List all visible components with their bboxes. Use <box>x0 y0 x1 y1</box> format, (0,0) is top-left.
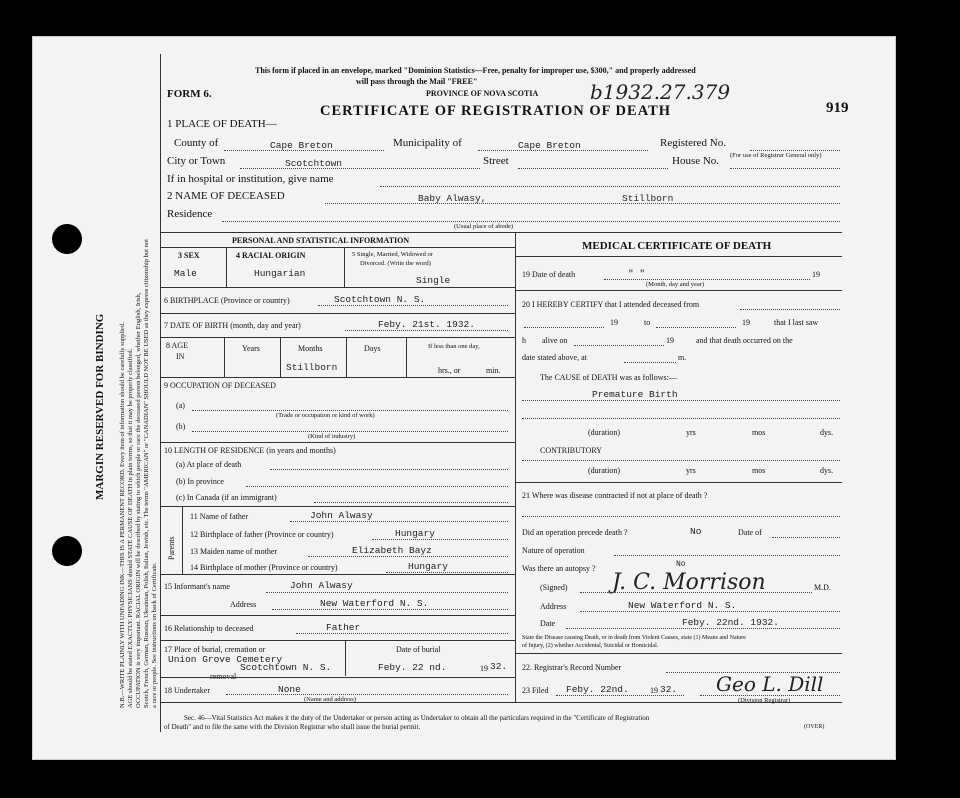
age-months-value: Stillborn <box>286 362 338 373</box>
cause-label: The CAUSE of DEATH was as follows:— <box>540 373 677 382</box>
burial-date: Feby. 22 nd. <box>378 662 447 673</box>
rule <box>346 337 347 377</box>
informant-name: John Alwasy <box>290 580 353 591</box>
rule <box>160 377 515 378</box>
deceased-status: Stillborn <box>622 193 674 204</box>
rule <box>160 247 515 248</box>
field-line <box>522 460 840 461</box>
duration-label: (duration) <box>588 428 620 437</box>
rule <box>345 640 346 676</box>
occupation-b: (b) <box>176 422 186 431</box>
province-label: PROVINCE OF NOVA SCOTIA <box>426 89 539 98</box>
rule <box>226 247 227 287</box>
contributory-label: CONTRIBUTORY <box>540 446 603 455</box>
operation-value: No <box>690 526 702 537</box>
age-days-label: Days <box>364 344 381 353</box>
page-title: CERTIFICATE OF REGISTRATION OF DEATH <box>320 103 672 119</box>
rule <box>515 653 842 654</box>
residence-label: Residence <box>167 208 213 220</box>
dob-value: Feby. 21st. 1932. <box>378 319 475 330</box>
occupation-a-note: (Trade or occupation or kind of work) <box>276 412 375 419</box>
street-label: Street <box>483 155 509 167</box>
death-date-label: 19 Date of death <box>522 270 576 279</box>
father-label: 11 Name of father <box>190 512 249 521</box>
sex-label: 3 SEX <box>178 251 200 260</box>
burial-place: Union Grove Cemetery <box>168 654 283 665</box>
rule <box>160 615 515 616</box>
margin-instruction: N.B.—WRITE PLAINLY WITH UNFADING INK—THIS IS A PERMANENT RECORD. Every item of information should be carefully supplied. <box>119 322 126 708</box>
undertaker-note: (Name and address) <box>304 696 356 703</box>
violent-note: State the Disease causing Death, or in death from Violent Causes, state (1) Means and Nature <box>522 635 746 641</box>
margin-instruction: Scotch, French, German, Russian, Ukrainian, Polish, Italian, Jewish, etc. The terms "AMERICAN" or "CANADIAN" SHOULD NOT BE USED as they express citizenship but not <box>143 239 150 708</box>
filed-year-prefix: 19 <box>650 686 658 695</box>
rule <box>160 442 515 443</box>
margin-instruction: OCCUPATION is very important. RACIAL ORIGIN will be described by stating to which people or race the deceased person belonged, whether English, Irish, <box>135 292 142 708</box>
field-line <box>700 695 840 696</box>
filed-date: Feby. 22nd. <box>566 684 629 695</box>
deceased-name-label: 2 NAME OF DECEASED <box>167 190 285 202</box>
last-saw-label: that I last saw <box>774 318 819 327</box>
rule <box>160 677 515 678</box>
undertaker-label: 18 Undertaker <box>164 686 210 695</box>
duration-label: (duration) <box>588 466 620 475</box>
informant-address-label: Address <box>230 600 257 609</box>
rule <box>160 287 515 288</box>
county-label: County of <box>174 137 219 149</box>
signed-label: (Signed) <box>540 583 568 592</box>
dob-label: 7 DATE OF BIRTH (month, day and year) <box>164 321 301 330</box>
field-line <box>614 555 840 556</box>
county-value: Cape Breton <box>270 140 333 151</box>
nature-label: Nature of operation <box>522 546 585 555</box>
age-years-label: Years <box>242 344 260 353</box>
file-number: b1932.27.379 <box>590 80 731 104</box>
field-line <box>272 609 508 610</box>
death-date-note: (Month, day and year) <box>646 281 705 288</box>
rule <box>160 337 515 338</box>
registrar-record-label: 22. Registrar's Record Number <box>522 663 622 672</box>
rule <box>224 337 225 377</box>
burial-date-label: Date of burial <box>396 645 441 654</box>
md-label: M.D. <box>814 583 831 592</box>
age-label: 8 AGE <box>166 341 188 350</box>
field-line <box>750 150 840 151</box>
deceased-name: Baby Alwasy, <box>418 193 487 204</box>
field-line <box>372 539 508 540</box>
field-line <box>192 410 508 411</box>
occupation-b-note: (Kind of industry) <box>308 433 356 440</box>
mother-birthplace: Hungary <box>408 561 448 572</box>
birthplace-label: 6 BIRTHPLACE (Province or country) <box>164 296 290 305</box>
rule <box>160 640 515 641</box>
field-line <box>290 521 508 522</box>
residence-c: (c) In Canada (if an immigrant) <box>176 493 277 502</box>
field-line <box>318 305 508 306</box>
sex-value: Male <box>174 268 197 279</box>
field-line <box>556 695 684 696</box>
physician-signature: J. C. Morrison <box>612 570 766 595</box>
dys-label: dys. <box>820 428 834 437</box>
registered-label: Registered No. <box>660 137 726 149</box>
field-line <box>772 537 840 538</box>
house-label: House No. <box>672 155 720 167</box>
binding-hole <box>52 536 82 566</box>
undertaker-value: None <box>278 684 301 695</box>
rule <box>160 506 515 507</box>
father-birthplace: Hungary <box>395 528 435 539</box>
envelope-notice: This form if placed in an envelope, marked "Dominion Statistics—Free, penalty for improper use, $300," and properly addressed <box>255 66 696 75</box>
margin-instruction: AGE should be stated EXACTLY. PHYSICIANS should STATE CAUSE OF DEATH in plain terms, so that it may be properly classified. <box>127 348 134 708</box>
alive-label: alive on <box>542 336 568 345</box>
personal-heading: PERSONAL AND STATISTICAL INFORMATION <box>232 236 410 245</box>
parents-label: Parents <box>167 536 176 560</box>
residence-length-label: 10 LENGTH OF RESIDENCE (in years and months) <box>164 446 336 455</box>
municipality-value: Cape Breton <box>518 140 581 151</box>
envelope-notice: will pass through the Mail "FREE" <box>356 77 478 86</box>
informant-address: New Waterford N. S. <box>320 598 429 609</box>
rule <box>406 337 407 377</box>
marital-label: Divorced. (Write the word) <box>360 260 431 267</box>
death-date-year: 19 <box>812 270 820 279</box>
racial-value: Hungarian <box>254 268 306 279</box>
burial-year-prefix: 19 <box>480 664 488 673</box>
contracted-label: 21 Where was disease contracted if not at place of death ? <box>522 491 708 500</box>
field-line <box>730 168 840 169</box>
municipality-label: Municipality of <box>393 137 462 149</box>
certificate-date: Feby. 22nd. 1932. <box>682 617 779 628</box>
field-line <box>656 327 736 328</box>
yrs-label: yrs <box>686 428 696 437</box>
m-label: m. <box>678 353 687 362</box>
burial-removal-label: removal <box>210 672 237 681</box>
rule <box>515 482 842 483</box>
field-line <box>380 186 840 187</box>
margin-instruction: a race or people. See instructions on back of Certificate. <box>151 562 158 708</box>
mos-label: mos <box>752 466 766 475</box>
medical-heading: MEDICAL CERTIFICATE OF DEATH <box>582 240 772 252</box>
field-line <box>574 345 664 346</box>
age-min-label: min. <box>486 366 501 375</box>
violent-note: of Injury, (2) whether Accidental, Suicidal or Homicidal. <box>522 643 659 649</box>
marital-value: Single <box>416 275 451 286</box>
informant-label: 15 Informant's name <box>164 582 230 591</box>
death-date: " " <box>628 268 646 279</box>
field-line <box>522 418 840 419</box>
occupation-a: (a) <box>176 401 185 410</box>
place-heading: 1 PLACE OF DEATH— <box>167 118 277 130</box>
rule <box>280 337 281 377</box>
relationship-label: 16 Relationship to deceased <box>164 624 254 633</box>
form-number: FORM 6. <box>167 88 212 100</box>
binding-hole <box>52 224 82 254</box>
death-occurred-label: and that death occurred on the <box>696 336 793 345</box>
field-line <box>296 633 508 634</box>
burial-year: 32. <box>490 661 508 672</box>
field-line <box>314 502 508 503</box>
rule <box>182 506 183 574</box>
residence-b: (b) In province <box>176 477 224 486</box>
age-months-label: Months <box>298 344 323 353</box>
rule <box>160 574 515 575</box>
footer-text: Sec. 46—Vital Statistics Act makes it the duty of the Undertaker or person acting as Undertaker to obtain all the particulars required in the "Certificate of Registration <box>184 714 650 722</box>
father-birthplace-label: 12 Birthplace of father (Province or country) <box>190 530 334 539</box>
filed-label: 23 Filed <box>522 686 549 695</box>
to-year: 19 <box>742 318 750 327</box>
stamp-number: 919 <box>826 100 849 116</box>
rule <box>515 290 842 291</box>
certify-label: 20 I HEREBY CERTIFY that I attended deceased from <box>522 300 700 309</box>
hospital-label: If in hospital or institution, give name <box>167 173 334 185</box>
field-line <box>518 168 668 169</box>
father-name: John Alwasy <box>310 510 373 521</box>
age-hrs-label: hrs., or <box>438 366 461 375</box>
physician-address: New Waterford N. S. <box>628 600 737 611</box>
field-line <box>224 150 384 151</box>
field-line <box>522 400 840 401</box>
marital-label: 5 Single, Married, Widowed or <box>352 251 433 258</box>
dys-label: dys. <box>820 466 834 475</box>
mother-birthplace-label: 14 Birthplace of mother (Province or country) <box>190 563 338 572</box>
field-line <box>386 572 508 573</box>
column-divider <box>515 232 516 702</box>
alive-year: 19 <box>666 336 674 345</box>
autopsy-value: No <box>676 560 686 569</box>
mother-name: Elizabeth Bayz <box>352 545 432 556</box>
operation-label: Did an operation precede death ? <box>522 528 628 537</box>
registrar-signature: Geo L. Dill <box>716 672 824 696</box>
operation-date-label: Date of <box>738 528 762 537</box>
field-line <box>624 362 676 363</box>
city-value: Scotchtown <box>285 158 343 169</box>
binding-margin-label: MARGIN RESERVED FOR BINDING <box>94 313 106 500</box>
field-line <box>240 168 480 169</box>
racial-label: 4 RACIAL ORIGIN <box>236 251 306 260</box>
footer-text: of Death" and to file the same with the Division Registrar who shall issue the burial permit. <box>164 723 421 731</box>
mother-label: 13 Maiden name of mother <box>190 547 278 556</box>
rule <box>160 313 515 314</box>
field-line <box>308 556 508 557</box>
yrs-label: yrs <box>686 466 696 475</box>
field-line <box>604 279 810 280</box>
burial-place: Scotchtown N. S. <box>240 662 332 673</box>
division-registrar-note: (Division Registrar) <box>738 697 791 704</box>
age-label: IN <box>176 352 185 361</box>
field-line <box>192 431 508 432</box>
field-line <box>226 694 508 695</box>
autopsy-label: Was there an autopsy ? <box>522 564 596 573</box>
field-line <box>345 330 508 331</box>
certificate-date-label: Date <box>540 619 556 628</box>
rule <box>515 256 842 257</box>
field-line <box>325 203 840 204</box>
field-line <box>246 486 508 487</box>
field-line <box>524 327 604 328</box>
registrar-note: (For use of Registrar General only) <box>730 152 822 159</box>
death-certificate <box>32 36 896 760</box>
field-line <box>566 628 840 629</box>
relationship-value: Father <box>326 622 361 633</box>
physician-address-label: Address <box>540 602 567 611</box>
margin-rule <box>160 54 161 732</box>
burial-label: 17 Place of burial, cremation or <box>164 645 266 654</box>
cause-value: Premature Birth <box>592 389 678 400</box>
mos-label: mos <box>752 428 766 437</box>
field-line <box>266 592 508 593</box>
field-line <box>740 309 840 310</box>
city-label: City or Town <box>167 155 226 167</box>
date-stated-label: date stated above, at <box>522 353 587 362</box>
filed-year: 32. <box>660 684 678 695</box>
residence-note: (Usual place of abode) <box>454 223 514 230</box>
over-label: (OVER) <box>804 724 825 730</box>
age-short-label: If less than one day, <box>428 343 480 350</box>
field-line <box>580 611 840 612</box>
field-line <box>522 516 840 517</box>
field-line <box>580 592 812 593</box>
field-line <box>222 221 840 222</box>
birthplace-value: Scotchtown N. S. <box>334 294 426 305</box>
alive-prefix: h <box>522 336 526 345</box>
rule <box>344 247 345 287</box>
occupation-label: 9 OCCUPATION OF DECEASED <box>164 381 276 390</box>
field-line <box>270 469 508 470</box>
rule <box>160 232 842 233</box>
residence-a: (a) At place of death <box>176 460 242 469</box>
field-line <box>478 150 648 151</box>
from-year: 19 <box>610 318 618 327</box>
to-label: to <box>644 318 651 327</box>
